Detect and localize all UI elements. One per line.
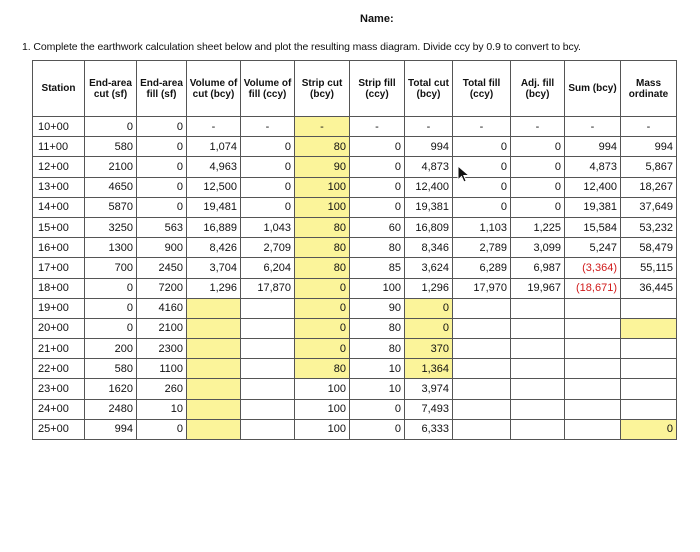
cut-area-cell: 1300	[85, 238, 137, 258]
strip-fill-cell: 0	[350, 157, 405, 177]
mass-ordinate-cell: 18,267	[621, 177, 677, 197]
table-row	[33, 278, 677, 298]
cut-area-cell: 0	[85, 117, 137, 137]
station-cell: 17+00	[33, 258, 85, 278]
total-fill-cell[interactable]	[453, 339, 511, 359]
adj-fill-cell[interactable]	[511, 298, 565, 318]
total-cut-cell: 370	[405, 339, 453, 359]
strip-fill-cell: 85	[350, 258, 405, 278]
volume-cut-cell: 8,426	[187, 238, 241, 258]
volume-fill-cell: 0	[241, 197, 295, 217]
volume-fill-cell: -	[241, 117, 295, 137]
strip-fill-cell: 0	[350, 197, 405, 217]
station-cell: 22+00	[33, 359, 85, 379]
fill-area-cell: 2300	[137, 339, 187, 359]
fill-area-cell: 0	[137, 117, 187, 137]
strip-cut-cell: 80	[295, 258, 350, 278]
total-cut-cell: 3,624	[405, 258, 453, 278]
strip-fill-cell: 100	[350, 278, 405, 298]
strip-fill-cell: 90	[350, 298, 405, 318]
strip-fill-cell: 80	[350, 339, 405, 359]
strip-cut-cell: 80	[295, 217, 350, 237]
sum-cell: 12,400	[565, 177, 621, 197]
station-cell: 20+00	[33, 318, 85, 338]
cut-area-cell: 5870	[85, 197, 137, 217]
total-cut-cell: 6,333	[405, 419, 453, 439]
adj-fill-cell: 6,987	[511, 258, 565, 278]
volume-cut-cell: 1,074	[187, 137, 241, 157]
table-row	[33, 359, 677, 379]
fill-area-cell: 2100	[137, 318, 187, 338]
sum-cell: 4,873	[565, 157, 621, 177]
station-cell: 23+00	[33, 379, 85, 399]
column-header: Volume of cut (bcy)	[187, 61, 241, 117]
volume-cut-cell[interactable]	[187, 339, 241, 359]
strip-cut-cell: 80	[295, 238, 350, 258]
strip-cut-cell: 80	[295, 359, 350, 379]
sum-cell: (18,671)	[565, 278, 621, 298]
sum-cell: 19,381	[565, 197, 621, 217]
total-fill-cell: 0	[453, 197, 511, 217]
station-cell: 13+00	[33, 177, 85, 197]
earthwork-table	[32, 60, 677, 440]
strip-cut-cell: 0	[295, 298, 350, 318]
cut-area-cell: 0	[85, 298, 137, 318]
volume-cut-cell: 19,481	[187, 197, 241, 217]
strip-cut-cell: 100	[295, 419, 350, 439]
fill-area-cell: 0	[137, 197, 187, 217]
table-row	[33, 399, 677, 419]
strip-cut-cell: 0	[295, 278, 350, 298]
column-header: Strip fill (ccy)	[350, 61, 405, 117]
sum-cell[interactable]	[565, 399, 621, 419]
strip-fill-cell: 80	[350, 318, 405, 338]
mouse-pointer-icon	[457, 165, 471, 183]
table-row	[33, 379, 677, 399]
mass-ordinate-cell[interactable]	[621, 318, 677, 338]
cut-area-cell: 700	[85, 258, 137, 278]
table-row	[33, 298, 677, 318]
fill-area-cell: 10	[137, 399, 187, 419]
table-body	[33, 117, 677, 440]
volume-cut-cell: 16,889	[187, 217, 241, 237]
column-header: Strip cut (bcy)	[295, 61, 350, 117]
cut-area-cell: 2100	[85, 157, 137, 177]
strip-cut-cell: 90	[295, 157, 350, 177]
mass-ordinate-cell[interactable]: 0	[621, 419, 677, 439]
cut-area-cell: 3250	[85, 217, 137, 237]
mass-ordinate-cell: 994	[621, 137, 677, 157]
mass-ordinate-cell[interactable]	[621, 339, 677, 359]
cut-area-cell: 200	[85, 339, 137, 359]
fill-area-cell: 0	[137, 177, 187, 197]
volume-cut-cell[interactable]	[187, 359, 241, 379]
strip-cut-cell: 0	[295, 339, 350, 359]
strip-cut-cell: 100	[295, 177, 350, 197]
sum-cell[interactable]	[565, 379, 621, 399]
volume-fill-cell: 1,043	[241, 217, 295, 237]
strip-cut-cell: 0	[295, 318, 350, 338]
table-row	[33, 177, 677, 197]
mass-ordinate-cell: 36,445	[621, 278, 677, 298]
total-fill-cell: 2,789	[453, 238, 511, 258]
sum-cell: 5,247	[565, 238, 621, 258]
volume-fill-cell[interactable]	[241, 379, 295, 399]
column-header: Volume of fill (ccy)	[241, 61, 295, 117]
volume-fill-cell[interactable]	[241, 419, 295, 439]
adj-fill-cell: 0	[511, 197, 565, 217]
adj-fill-cell[interactable]	[511, 379, 565, 399]
volume-fill-cell: 0	[241, 137, 295, 157]
column-header: End-area cut (sf)	[85, 61, 137, 117]
volume-cut-cell: 3,704	[187, 258, 241, 278]
fill-area-cell: 0	[137, 419, 187, 439]
column-header: End-area fill (sf)	[137, 61, 187, 117]
column-header: Total fill (ccy)	[453, 61, 511, 117]
sum-cell: (3,364)	[565, 258, 621, 278]
column-header: Total cut (bcy)	[405, 61, 453, 117]
volume-cut-cell[interactable]	[187, 419, 241, 439]
total-fill-cell[interactable]	[453, 419, 511, 439]
table-row	[33, 258, 677, 278]
station-cell: 10+00	[33, 117, 85, 137]
mass-ordinate-cell: 5,867	[621, 157, 677, 177]
station-cell: 14+00	[33, 197, 85, 217]
table-row	[33, 157, 677, 177]
total-fill-cell: -	[453, 117, 511, 137]
fill-area-cell: 7200	[137, 278, 187, 298]
mass-ordinate-cell[interactable]	[621, 298, 677, 318]
strip-cut-cell: 80	[295, 137, 350, 157]
total-fill-cell: 17,970	[453, 278, 511, 298]
volume-fill-cell[interactable]	[241, 298, 295, 318]
cut-area-cell: 580	[85, 137, 137, 157]
table-row	[33, 197, 677, 217]
name-label: Name:	[360, 13, 394, 25]
column-header: Station	[33, 61, 85, 117]
sum-cell: 994	[565, 137, 621, 157]
volume-cut-cell[interactable]	[187, 298, 241, 318]
volume-cut-cell: 4,963	[187, 157, 241, 177]
total-fill-cell[interactable]	[453, 318, 511, 338]
volume-cut-cell[interactable]	[187, 318, 241, 338]
table-row	[33, 238, 677, 258]
total-fill-cell: 0	[453, 137, 511, 157]
station-cell: 11+00	[33, 137, 85, 157]
cut-area-cell: 994	[85, 419, 137, 439]
fill-area-cell: 2450	[137, 258, 187, 278]
strip-fill-cell: 60	[350, 217, 405, 237]
cut-area-cell: 1620	[85, 379, 137, 399]
fill-area-cell: 900	[137, 238, 187, 258]
column-header: Sum (bcy)	[565, 61, 621, 117]
strip-fill-cell: 0	[350, 177, 405, 197]
fill-area-cell: 563	[137, 217, 187, 237]
strip-fill-cell: 0	[350, 399, 405, 419]
station-cell: 16+00	[33, 238, 85, 258]
strip-fill-cell: 0	[350, 419, 405, 439]
cut-area-cell: 4650	[85, 177, 137, 197]
mass-ordinate-cell: 53,232	[621, 217, 677, 237]
fill-area-cell: 0	[137, 157, 187, 177]
total-cut-cell: 16,809	[405, 217, 453, 237]
adj-fill-cell: -	[511, 117, 565, 137]
adj-fill-cell: 1,225	[511, 217, 565, 237]
station-cell: 21+00	[33, 339, 85, 359]
sum-cell: -	[565, 117, 621, 137]
volume-fill-cell[interactable]	[241, 339, 295, 359]
total-cut-cell: 1,364	[405, 359, 453, 379]
total-fill-cell: 6,289	[453, 258, 511, 278]
mass-ordinate-cell: 58,479	[621, 238, 677, 258]
table-row	[33, 217, 677, 237]
sum-cell[interactable]	[565, 318, 621, 338]
strip-cut-cell: -	[295, 117, 350, 137]
strip-cut-cell: 100	[295, 399, 350, 419]
sum-cell[interactable]	[565, 359, 621, 379]
volume-cut-cell: -	[187, 117, 241, 137]
adj-fill-cell[interactable]	[511, 359, 565, 379]
station-cell: 18+00	[33, 278, 85, 298]
fill-area-cell: 0	[137, 137, 187, 157]
fill-area-cell: 260	[137, 379, 187, 399]
volume-fill-cell[interactable]	[241, 359, 295, 379]
fill-area-cell: 4160	[137, 298, 187, 318]
adj-fill-cell: 0	[511, 177, 565, 197]
total-cut-cell: 1,296	[405, 278, 453, 298]
sum-cell: 15,584	[565, 217, 621, 237]
header-row	[33, 61, 677, 117]
strip-fill-cell: 0	[350, 137, 405, 157]
total-cut-cell: 4,873	[405, 157, 453, 177]
station-cell: 15+00	[33, 217, 85, 237]
station-cell: 24+00	[33, 399, 85, 419]
column-header: Mass ordinate	[621, 61, 677, 117]
total-fill-cell[interactable]	[453, 379, 511, 399]
volume-fill-cell: 2,709	[241, 238, 295, 258]
fill-area-cell: 1100	[137, 359, 187, 379]
adj-fill-cell: 0	[511, 157, 565, 177]
instruction-text: 1. Complete the earthwork calculation sheet below and plot the resulting mass diagram. Divide ccy by 0.9 to convert to bcy.	[22, 41, 581, 53]
sum-cell[interactable]	[565, 419, 621, 439]
mass-ordinate-cell: 55,115	[621, 258, 677, 278]
volume-cut-cell: 12,500	[187, 177, 241, 197]
table-row	[33, 419, 677, 439]
column-header: Adj. fill (bcy)	[511, 61, 565, 117]
mass-ordinate-cell[interactable]	[621, 399, 677, 419]
total-cut-cell: 3,974	[405, 379, 453, 399]
strip-fill-cell: 10	[350, 359, 405, 379]
volume-cut-cell[interactable]	[187, 399, 241, 419]
mass-ordinate-cell: -	[621, 117, 677, 137]
strip-cut-cell: 100	[295, 379, 350, 399]
volume-fill-cell: 0	[241, 177, 295, 197]
station-cell: 25+00	[33, 419, 85, 439]
total-fill-cell: 0	[453, 177, 511, 197]
volume-cut-cell[interactable]	[187, 379, 241, 399]
adj-fill-cell: 3,099	[511, 238, 565, 258]
total-fill-cell[interactable]	[453, 399, 511, 419]
mass-ordinate-cell: 37,649	[621, 197, 677, 217]
total-fill-cell: 0	[453, 157, 511, 177]
strip-cut-cell: 100	[295, 197, 350, 217]
cut-area-cell: 580	[85, 359, 137, 379]
cut-area-cell: 0	[85, 278, 137, 298]
total-cut-cell: -	[405, 117, 453, 137]
strip-fill-cell: -	[350, 117, 405, 137]
total-fill-cell[interactable]	[453, 359, 511, 379]
table-row	[33, 318, 677, 338]
adj-fill-cell[interactable]	[511, 399, 565, 419]
mass-ordinate-cell[interactable]	[621, 359, 677, 379]
adj-fill-cell: 19,967	[511, 278, 565, 298]
volume-cut-cell: 1,296	[187, 278, 241, 298]
total-fill-cell: 1,103	[453, 217, 511, 237]
adj-fill-cell[interactable]	[511, 339, 565, 359]
table-row	[33, 137, 677, 157]
volume-fill-cell[interactable]	[241, 318, 295, 338]
total-cut-cell: 0	[405, 298, 453, 318]
total-cut-cell: 7,493	[405, 399, 453, 419]
volume-fill-cell: 6,204	[241, 258, 295, 278]
adj-fill-cell[interactable]	[511, 419, 565, 439]
adj-fill-cell: 0	[511, 137, 565, 157]
total-cut-cell: 19,381	[405, 197, 453, 217]
cut-area-cell: 0	[85, 318, 137, 338]
strip-fill-cell: 80	[350, 238, 405, 258]
table-row	[33, 339, 677, 359]
volume-fill-cell[interactable]	[241, 399, 295, 419]
total-cut-cell: 8,346	[405, 238, 453, 258]
table-row	[33, 117, 677, 137]
station-cell: 12+00	[33, 157, 85, 177]
total-cut-cell: 12,400	[405, 177, 453, 197]
volume-fill-cell: 17,870	[241, 278, 295, 298]
mass-ordinate-cell[interactable]	[621, 379, 677, 399]
strip-fill-cell: 10	[350, 379, 405, 399]
sum-cell[interactable]	[565, 298, 621, 318]
adj-fill-cell[interactable]	[511, 318, 565, 338]
total-fill-cell[interactable]	[453, 298, 511, 318]
total-cut-cell: 994	[405, 137, 453, 157]
cut-area-cell: 2480	[85, 399, 137, 419]
total-cut-cell: 0	[405, 318, 453, 338]
station-cell: 19+00	[33, 298, 85, 318]
volume-fill-cell: 0	[241, 157, 295, 177]
sum-cell[interactable]	[565, 339, 621, 359]
